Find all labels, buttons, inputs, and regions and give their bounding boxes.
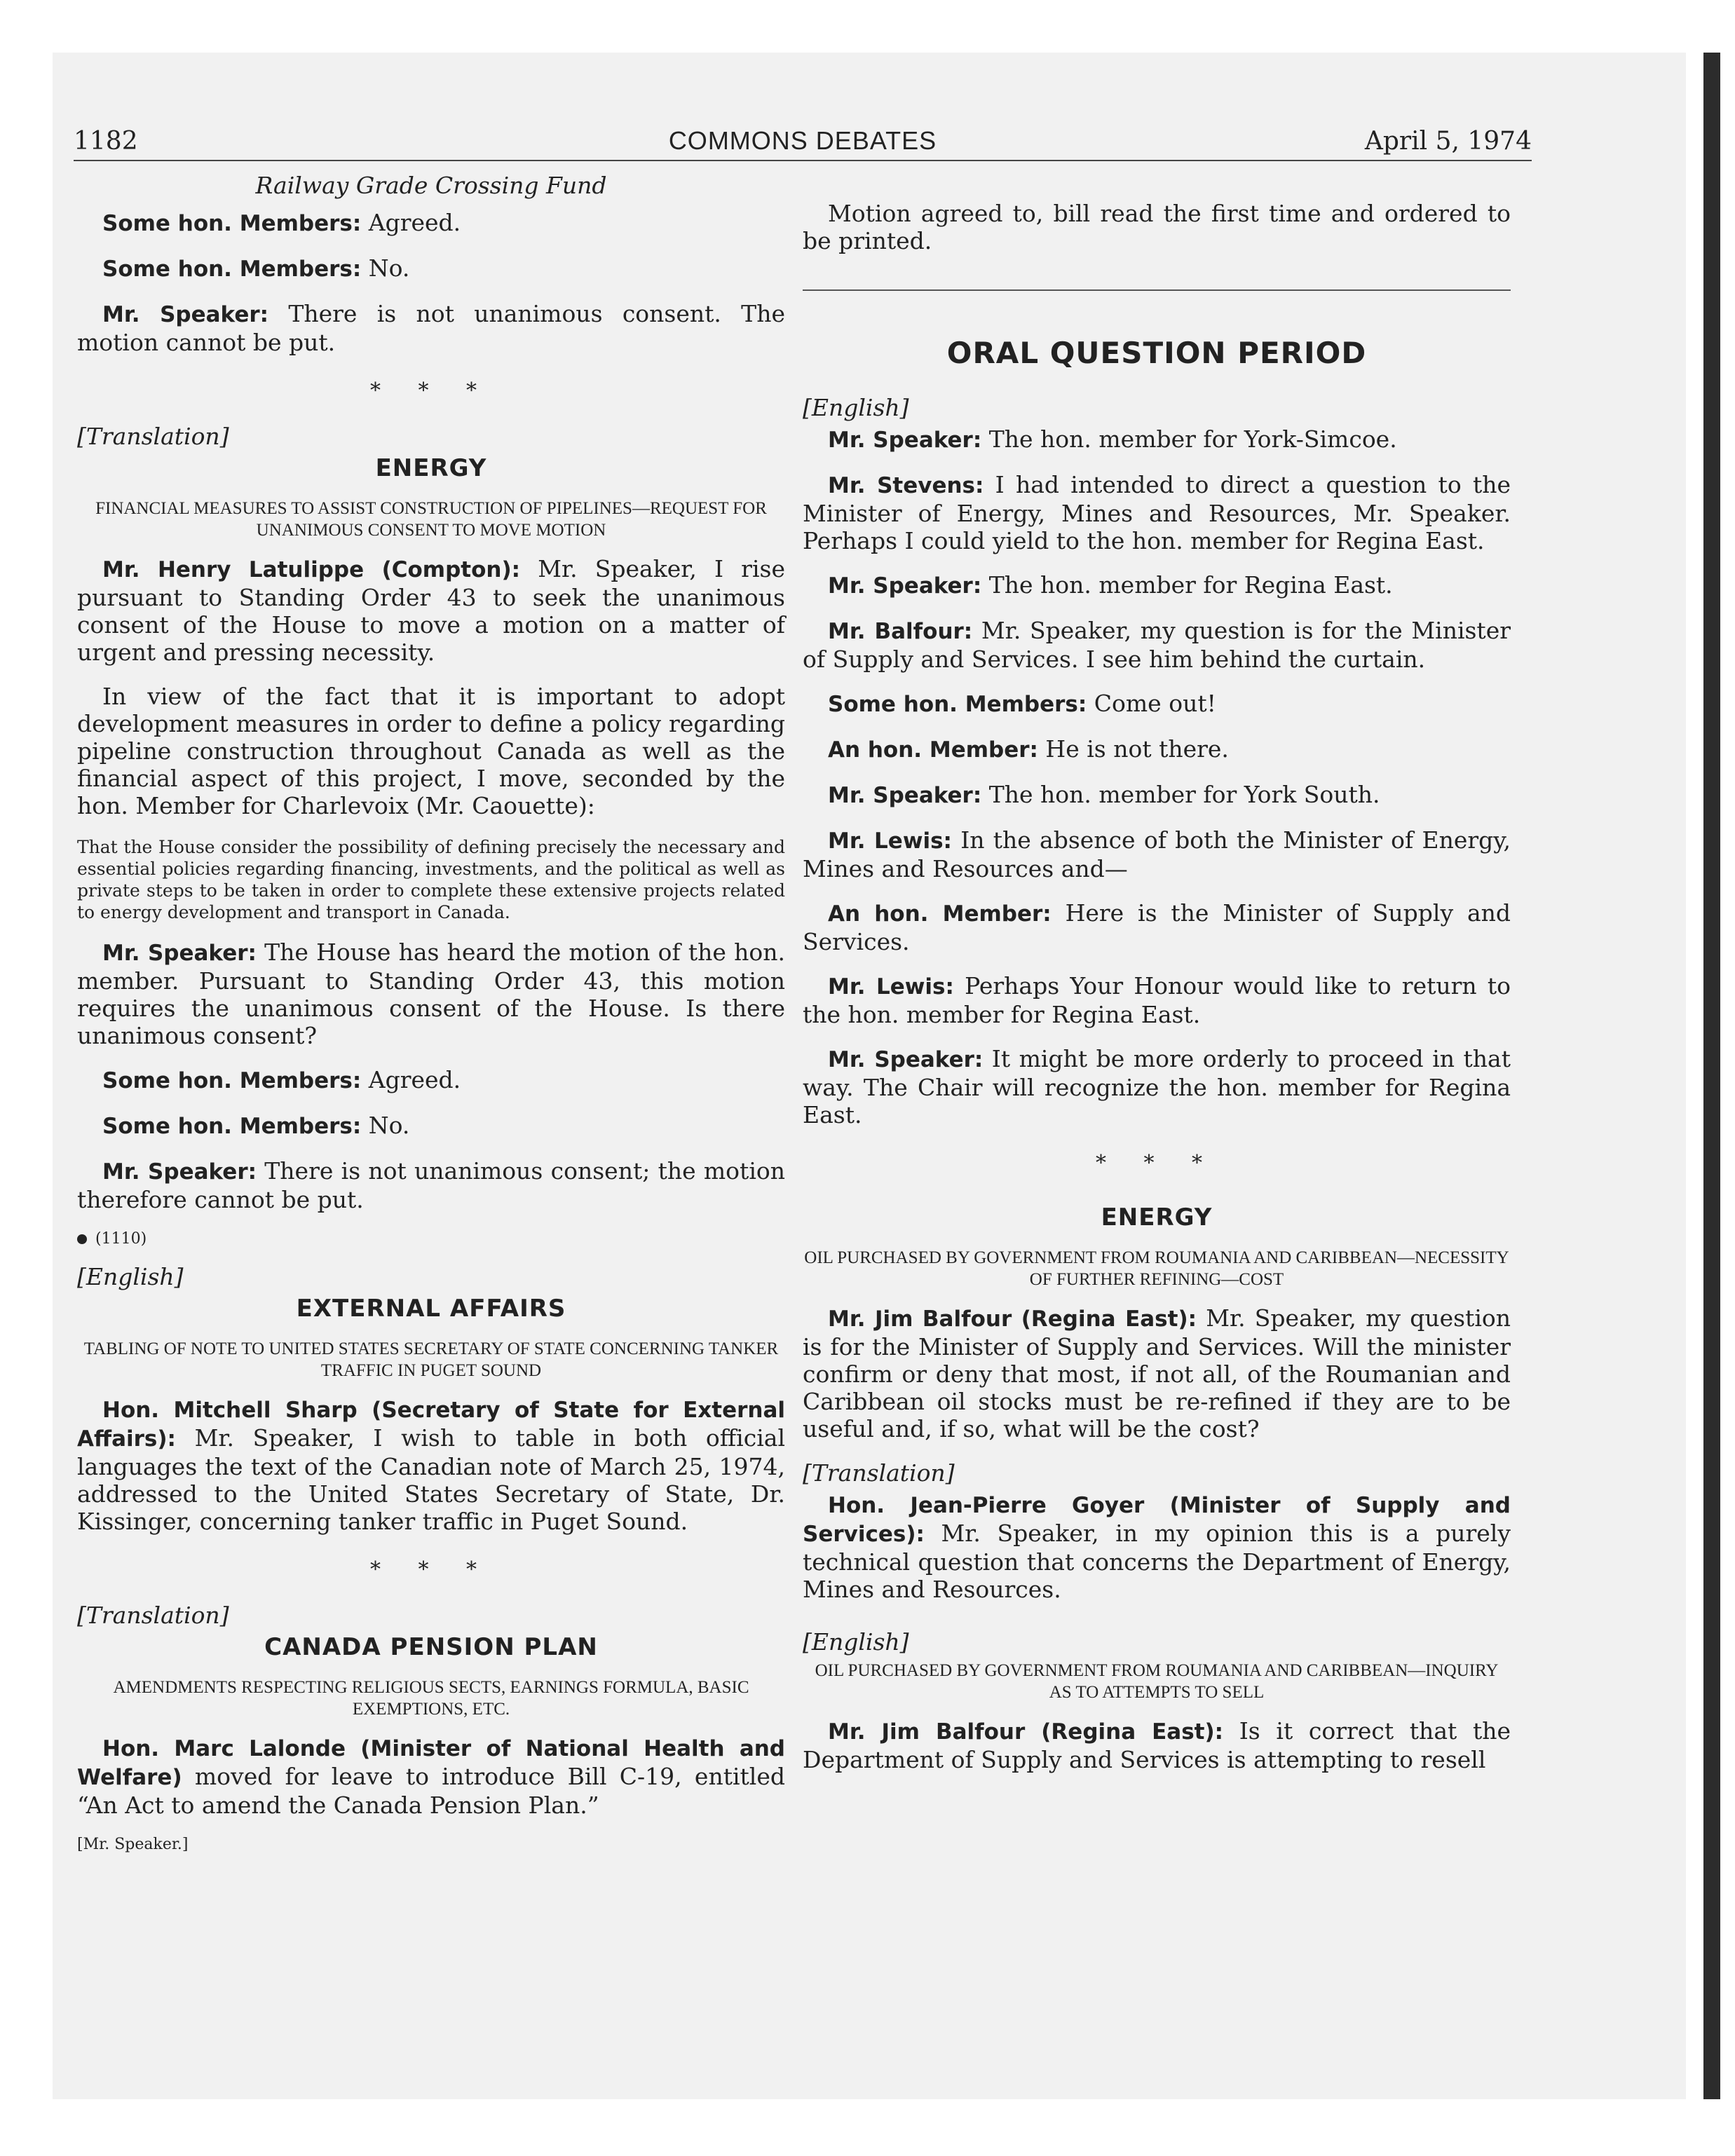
scan-edge-bar bbox=[1703, 53, 1720, 2099]
speech-text: Mr. Speaker, in my opinion this is a purely technical question that concerns the Department of Energy, Mines and Resources. bbox=[803, 1520, 1511, 1603]
speech-paragraph bbox=[803, 899, 1511, 955]
left-column bbox=[77, 172, 785, 1853]
speech-paragraph bbox=[803, 1304, 1511, 1442]
publication-date: April 5, 1974 bbox=[1364, 127, 1532, 156]
speaker-name: Mr. Balfour: bbox=[828, 619, 973, 644]
speech-paragraph bbox=[77, 209, 785, 238]
speech-paragraph bbox=[803, 690, 1511, 718]
speech-paragraph bbox=[803, 826, 1511, 882]
section-subtitle: OIL PURCHASED BY GOVERNMENT FROM ROUMANIA AND CARIBBEAN—INQUIRY AS TO ATTEMPTS TO SELL bbox=[815, 1661, 1499, 1702]
speech-paragraph: In view of the fact that it is important to adopt development measures in order to define a policy regarding pipeline construction throughout Canada as well as the financial aspect of this project, I move, seconded by the hon. Member for Charlevoix (Mr. Caouette): bbox=[77, 683, 785, 819]
speech-text: moved for leave to introduce Bill C-19, entitled “An Act to amend the Canada Pension Plan.” bbox=[77, 1763, 785, 1819]
speech-paragraph bbox=[803, 571, 1511, 600]
page-header bbox=[74, 125, 1532, 161]
speech-text: In the absence of both the Minister of Energy, Mines and Resources and— bbox=[803, 826, 1511, 882]
speaker-name: Mr. Lewis: bbox=[828, 828, 952, 854]
section-separator: * * * bbox=[369, 1557, 493, 1582]
speech-paragraph bbox=[803, 425, 1511, 454]
speaker-name: Hon. Mitchell Sharp (Secretary of State for External Affairs): bbox=[77, 1398, 785, 1452]
speech-text: Perhaps Your Honour would like to return to the hon. member for Regina East. bbox=[803, 972, 1511, 1028]
speech-text: There is not unanimous consent. The motion cannot be put. bbox=[77, 300, 785, 356]
speech-paragraph bbox=[77, 1112, 785, 1140]
speaker-name: Some hon. Members: bbox=[828, 692, 1087, 717]
language-marker: [Translation] bbox=[803, 1459, 955, 1487]
speaker-name: Mr. Speaker: bbox=[102, 302, 269, 327]
language-marker: [Translation] bbox=[77, 423, 229, 450]
speech-text: Mr. Speaker, I wish to table in both official languages the text of the Canadian note of March 25, 1974, addressed to the United States Secretary of State, Dr. Kissinger, concerning tanker traffic in Puget Sound. bbox=[77, 1424, 785, 1535]
speech-text: Mr. Speaker, my question is for the Minister of Supply and Services. I see him behind the curtain. bbox=[803, 617, 1511, 673]
speaker-name: Mr. Speaker: bbox=[828, 428, 982, 453]
speech-text: The hon. member for York-Simcoe. bbox=[981, 425, 1397, 453]
speech-paragraph bbox=[77, 300, 785, 356]
speaker-name: Mr. Jim Balfour (Regina East): bbox=[828, 1719, 1224, 1745]
language-marker: [Translation] bbox=[77, 1602, 229, 1629]
section-heading: Railway Grade Crossing Fund bbox=[255, 172, 607, 199]
section-title: ENERGY bbox=[1101, 1203, 1213, 1231]
speech-paragraph bbox=[77, 1396, 785, 1535]
speech-paragraph bbox=[77, 1157, 785, 1213]
speaker-name: Hon. Jean-Pierre Goyer (Minister of Supply and Services): bbox=[803, 1493, 1511, 1547]
page-footnote: [Mr. Speaker.] bbox=[77, 1836, 189, 1853]
speech-text: I had intended to direct a question to the Minister of Energy, Mines and Resources, Mr. Speaker. Perhaps I could yield to the hon. member for Regina East. bbox=[803, 471, 1511, 554]
speech-text: The House has heard the motion of the hon. member. Pursuant to Standing Order 43, this motion requires the unanimous consent of the House. Is there unanimous consent? bbox=[77, 939, 785, 1049]
section-separator: * * * bbox=[1095, 1151, 1218, 1175]
speech-paragraph bbox=[77, 1066, 785, 1095]
speech-text: Agreed. bbox=[361, 1066, 461, 1093]
speech-text: Here is the Minister of Supply and Services. bbox=[803, 899, 1511, 955]
speaker-name: Mr. Speaker: bbox=[828, 1047, 984, 1072]
speech-text: Mr. Speaker, my question is for the Minister of Supply and Services. Will the minister confirm or deny that most, if not all, of the Roumanian and Caribbean oil stocks must be re-refined if they are to be useful and, if so, what will be the cost? bbox=[803, 1304, 1511, 1442]
speech-paragraph bbox=[77, 254, 785, 283]
speech-paragraph: Motion agreed to, bill read the first time and ordered to be printed. bbox=[803, 200, 1511, 254]
section-title-major: ORAL QUESTION PERIOD bbox=[946, 336, 1367, 370]
speech-text: It might be more orderly to proceed in that way. The Chair will recognize the hon. member for Regina East. bbox=[803, 1045, 1511, 1128]
bullet-icon bbox=[77, 1234, 87, 1244]
speaker-name: Mr. Henry Latulippe (Compton): bbox=[102, 557, 521, 582]
speaker-name: Mr. Speaker: bbox=[828, 783, 982, 808]
speech-text: Is it correct that the Department of Supply and Services is attempting to resell bbox=[803, 1717, 1511, 1773]
speaker-name: Mr. Speaker: bbox=[102, 1159, 257, 1185]
speech-paragraph bbox=[803, 617, 1511, 673]
speech-paragraph bbox=[77, 939, 785, 1049]
motion-quote: That the House consider the possibility of defining precisely the necessary and essential policies regarding financing, investments, and the political as well as private steps to be taken in order to complete these extensive projects related to energy development and transport in Canada. bbox=[77, 837, 785, 922]
section-subtitle: OIL PURCHASED BY GOVERNMENT FROM ROUMANIA AND CARIBBEAN—NECESSITY OF FURTHER REFINING—COST bbox=[804, 1248, 1509, 1289]
section-subtitle: FINANCIAL MEASURES TO ASSIST CONSTRUCTION OF PIPELINES—REQUEST FOR UNANIMOUS CONSENT TO MOVE MOTION bbox=[95, 499, 767, 540]
speech-text: Agreed. bbox=[361, 209, 461, 236]
speaker-name: Hon. Marc Lalonde (Minister of National Health and Welfare) bbox=[77, 1736, 785, 1790]
section-subtitle: TABLING OF NOTE TO UNITED STATES SECRETARY OF STATE CONCERNING TANKER TRAFFIC IN PUGET SOUND bbox=[83, 1339, 779, 1380]
speech-paragraph bbox=[803, 781, 1511, 810]
speech-text: No. bbox=[361, 1112, 410, 1139]
speech-paragraph bbox=[803, 1045, 1511, 1128]
section-title: CANADA PENSION PLAN bbox=[264, 1633, 598, 1661]
page-number: 1182 bbox=[74, 127, 138, 156]
speaker-name: An hon. Member: bbox=[828, 901, 1052, 927]
speaker-name: Some hon. Members: bbox=[102, 257, 362, 282]
speech-paragraph bbox=[803, 1491, 1511, 1603]
speech-paragraph bbox=[77, 555, 785, 666]
publication-title: COMMONS DEBATES bbox=[668, 126, 937, 155]
section-title: EXTERNAL AFFAIRS bbox=[296, 1295, 566, 1323]
time-marker-text: (1110) bbox=[95, 1230, 147, 1248]
speaker-name: Mr. Speaker: bbox=[828, 573, 982, 599]
speech-text: Come out! bbox=[1087, 690, 1216, 717]
right-column bbox=[803, 172, 1511, 1790]
speaker-name: Mr. Speaker: bbox=[102, 941, 257, 966]
speech-text: Mr. Speaker, I rise pursuant to Standing Order 43 to seek the unanimous consent of the House to move a motion on a matter of urgent and pressing necessity. bbox=[77, 555, 785, 666]
speech-paragraph bbox=[803, 735, 1511, 764]
speech-text: The hon. member for York South. bbox=[981, 781, 1380, 808]
section-subtitle: AMENDMENTS RESPECTING RELIGIOUS SECTS, EARNINGS FORMULA, BASIC EXEMPTIONS, ETC. bbox=[113, 1678, 749, 1719]
speech-paragraph bbox=[803, 972, 1511, 1028]
language-marker: [English] bbox=[77, 1263, 184, 1290]
speech-text: No. bbox=[361, 254, 410, 282]
speech-paragraph bbox=[77, 1734, 785, 1819]
speaker-name: Mr. Lewis: bbox=[828, 974, 954, 999]
speaker-name: Mr. Jim Balfour (Regina East): bbox=[828, 1306, 1197, 1332]
speaker-name: Some hon. Members: bbox=[102, 1068, 362, 1093]
time-marker bbox=[77, 1230, 785, 1248]
language-marker: [English] bbox=[803, 1628, 909, 1656]
language-marker: [English] bbox=[803, 394, 909, 421]
section-rule bbox=[803, 289, 1511, 291]
section-title: ENERGY bbox=[375, 454, 487, 482]
speaker-name: Mr. Stevens: bbox=[828, 473, 984, 498]
speaker-name: Some hon. Members: bbox=[102, 211, 362, 236]
speech-text: He is not there. bbox=[1037, 735, 1229, 763]
speech-text: There is not unanimous consent; the motion therefore cannot be put. bbox=[77, 1157, 785, 1213]
speech-paragraph bbox=[803, 471, 1511, 554]
speech-text: The hon. member for Regina East. bbox=[981, 571, 1393, 599]
speech-paragraph bbox=[803, 1717, 1511, 1773]
section-separator: * * * bbox=[369, 378, 493, 403]
speaker-name: Some hon. Members: bbox=[102, 1114, 362, 1139]
speaker-name: An hon. Member: bbox=[828, 737, 1038, 763]
